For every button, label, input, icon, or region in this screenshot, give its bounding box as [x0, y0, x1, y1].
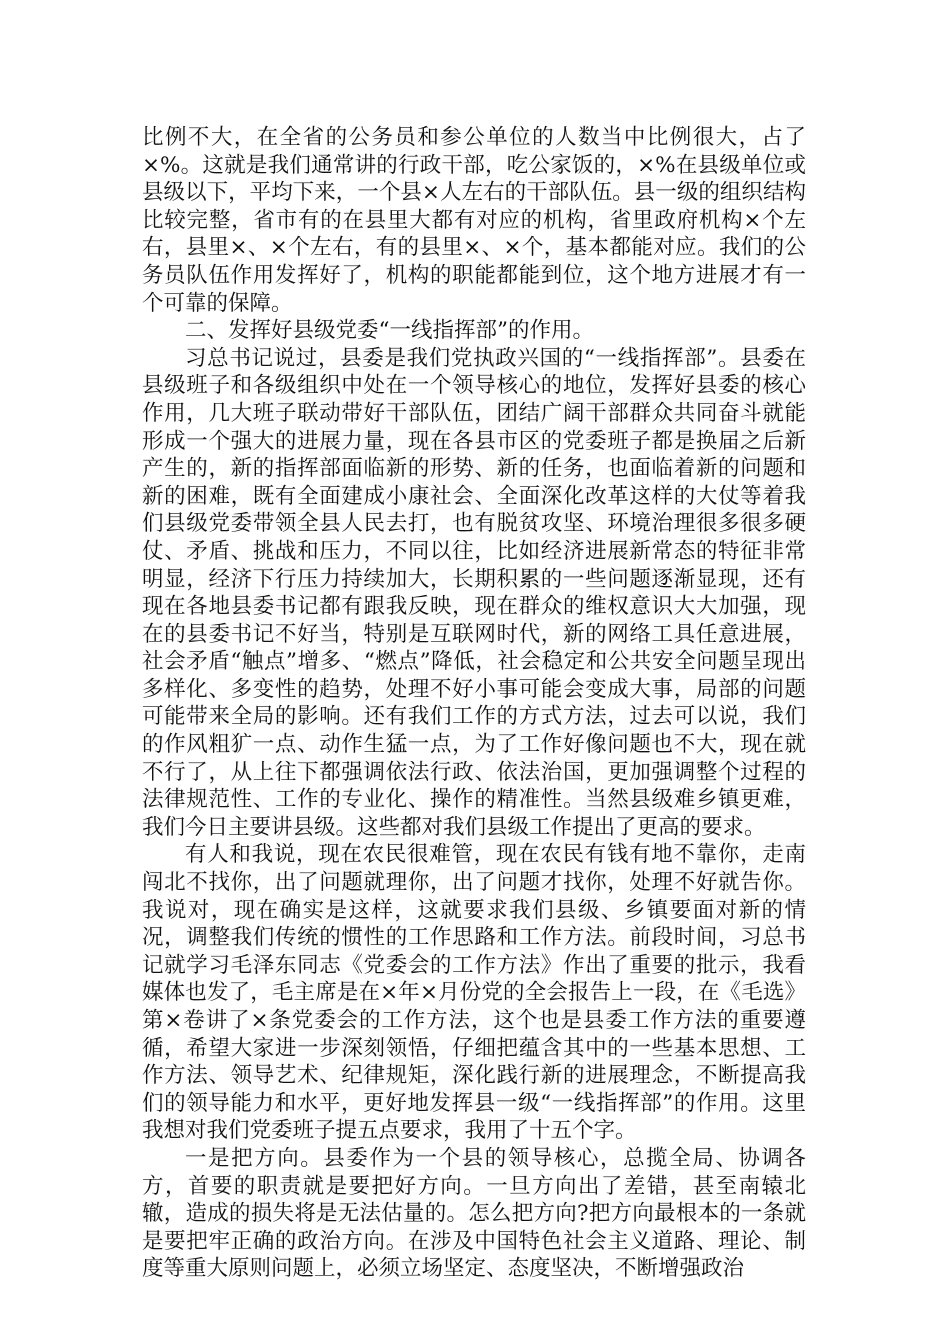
section-heading-2: 二、发挥好县级党委“一线指挥部”的作用。	[185, 318, 594, 344]
paragraph-intro-continued: 比例不大，在全省的公务员和参公单位的人数当中比例很大，占了×%。这就是我们通常讲的行政干部，吃公家饭的，×%在县级单位或县级以下，平均下来，一个县×人左右的干部队伍。县一级的组织结构比较完整，省市有的在县里大都有对应的机构，省里政府机构×个左右，县里×、×个左右，有的县里×、×个，基本都能对应。我们的公务员队伍作用发挥好了，机构的职能都能到位，这个地方进展才有一个可靠的保障。	[142, 125, 806, 316]
paragraph-grasp-direction: 一是把方向。县委作为一个县的领导核心，总揽全局、协调各方，首要的职责就是要把好方向。一旦方向出了差错，甚至南辕北辙，造成的损失将是无法估量的。怎么把方向?把方向最根本的一条就是要把牢正确的政治方向。在涉及中国特色社会主义道路、理论、制度等重大原则问题上，必须立场坚定、态度坚决，不断增强政治	[142, 1145, 806, 1282]
document-body	[142, 124, 806, 1283]
paragraph-county-committee-role: 习总书记说过，县委是我们党执政兴国的“一线指挥部”。县委在县级班子和各级组织中处在一个领导核心的地位，发挥好县委的核心作用，几大班子联动带好干部队伍，团结广阔干部群众共同奋斗就能形成一个强大的进展力量，现在各县市区的党委班子都是换届之后新产生的，新的指挥部面临新的形势、新的任务，也面临着新的问题和新的困难，既有全面建成小康社会、全面深化改革这样的大仗等着我们县级党委带领全县人民去打，也有脱贫攻坚、环境治理很多很多硬仗、矛盾、挑战和压力，不同以往，比如经济进展新常态的特征非常明显，经济下行压力持续加大，长期积累的一些问题逐渐显现，还有现在各地县委书记都有跟我反映，现在群众的维权意识大大加强，现在的县委书记不好当，特别是互联网时代，新的网络工具任意进展，社会矛盾“触点”增多、“燃点”降低，社会稳定和公共安全问题呈现出多样化、多变性的趋势，处理不好小事可能会变成大事，局部的问题可能带来全局的影响。还有我们工作的方式方法，过去可以说，我们的作风粗犷一点、动作生猛一点，为了工作好像问题也不大，现在就不行了，从上往下都强调依法行政、依法治国，更加强调整个过程的法律规范性、工作的专业化、操作的精准性。当然县级难乡镇更难，我们今日主要讲县级。这些都对我们县级工作提出了更高的要求。	[142, 345, 806, 840]
paragraph-farmers-and-methods: 有人和我说，现在农民很难管，现在农民有钱有地不靠你，走南闯北不找你，出了问题就理你，出了问题才找你，处理不好就告你。我说对，现在确实是这样，这就要求我们县级、乡镇要面对新的情况，调整我们传统的惯性的工作思路和工作方法。前段时间，习总书记就学习毛泽东同志《党委会的工作方法》作出了重要的批示，我看媒体也发了，毛主席是在×年×月份党的全会报告上一段，在《毛选》第×卷讲了×条党委会的工作方法，这个也是县委工作方法的重要遵循，希望大家进一步深刻领悟，仔细把蕴含其中的一些基本思想、工作方法、领导艺术、纪律规矩，深化践行新的进展理念，不断提高我们的领导能力和水平，更好地发挥县一级“一线指挥部”的作用。这里我想对我们党委班子提五点要求，我用了十五个字。	[142, 842, 806, 1144]
